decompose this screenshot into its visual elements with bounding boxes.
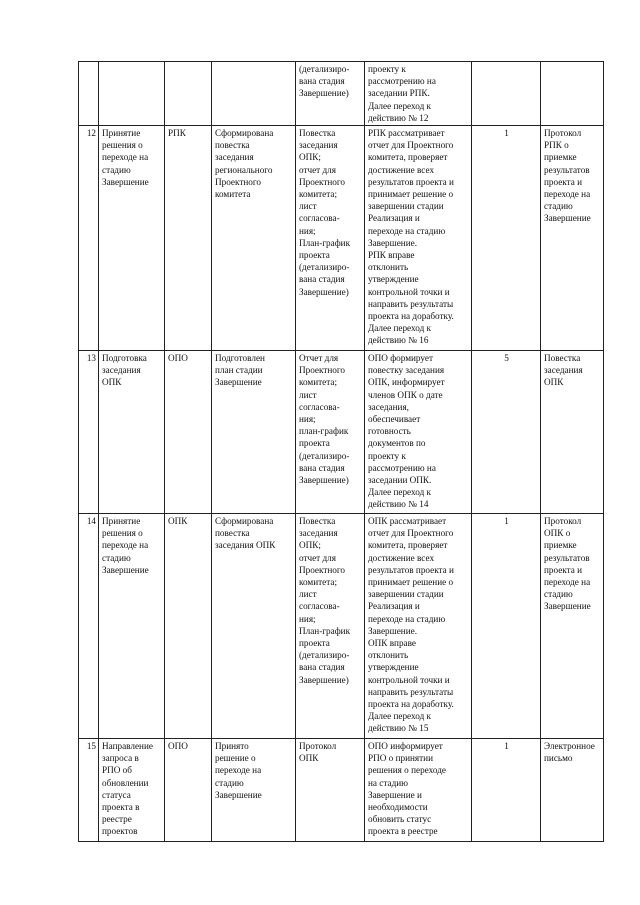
action-cell: Направление запроса в РПО об обновлении статуса проекта в реестре проектов — [99, 739, 165, 842]
step-number-cell: 14 — [79, 514, 99, 739]
action-cell: Принятие решения о переходе на стадию Завершение — [99, 514, 165, 739]
result-cell: Электронное письмо — [541, 739, 604, 842]
table-row — [79, 739, 604, 842]
table-row — [79, 351, 604, 514]
count-cell: 1 — [472, 739, 541, 842]
input-cell — [212, 62, 296, 126]
role-cell: ОПО — [165, 351, 212, 514]
description-cell: ОПО формирует повестку заседания ОПК, информирует членов ОПК о дате заседания, обеспечивает готовность документов по проекту к рассмотрению на заседании ОПК. Далее переход к действию № 14 — [365, 351, 472, 514]
count-cell — [472, 62, 541, 126]
documents-cell: Повестка заседания ОПК; отчет для Проектного комитета; лист согласова- ния; План-график проекта (детализиро- вана стадия Завершение) — [296, 126, 365, 351]
role-cell: ОПО — [165, 739, 212, 842]
role-cell: ОПК — [165, 514, 212, 739]
table-row — [79, 62, 604, 126]
result-cell: Протокол ОПК о приемке результатов проекта и переходе на стадию Завершение — [541, 514, 604, 739]
count-cell: 5 — [472, 351, 541, 514]
action-cell — [99, 62, 165, 126]
result-cell: Повестка заседания ОПК — [541, 351, 604, 514]
count-cell: 1 — [472, 126, 541, 351]
description-cell: ОПК рассматривает отчет для Проектного комитета, проверяет достижение всех результатов проекта и принимает решение о завершении стадии Реализация и переходе на стадию Завершение. ОПК вправе отклонить утверждение контрольной точки и направить результаты проекта на доработку. Далее переход к действию № 15 — [365, 514, 472, 739]
table-row — [79, 126, 604, 351]
input-cell: Принято решение о переходе на стадию Завершение — [212, 739, 296, 842]
documents-cell: (детализиро- вана стадия Завершение) — [296, 62, 365, 126]
step-number-cell — [79, 62, 99, 126]
result-cell: Протокол РПК о приемке результатов проекта и переходе на стадию Завершение — [541, 126, 604, 351]
result-cell — [541, 62, 604, 126]
process-table — [78, 61, 604, 842]
input-cell: Сформирована повестка заседания регионального Проектного комитета — [212, 126, 296, 351]
role-cell — [165, 62, 212, 126]
documents-cell: Повестка заседания ОПК; отчет для Проектного комитета; лист согласова- ния; План-график проекта (детализиро- вана стадия Завершение) — [296, 514, 365, 739]
step-number-cell: 13 — [79, 351, 99, 514]
description-cell: ОПО информирует РПО о принятии решения о переходе на стадию Завершение и необходимости обновить статус проекта в реестре — [365, 739, 472, 842]
role-cell: РПК — [165, 126, 212, 351]
step-number-cell: 12 — [79, 126, 99, 351]
description-cell: РПК рассматривает отчет для Проектного комитета, проверяет достижение всех результатов проекта и принимает решение о завершении стадии Реализация и переходе на стадию Завершение. РПК вправе отклонить утверждение контрольной точки и направить результаты проекта на доработку. Далее переход к действию № 16 — [365, 126, 472, 351]
step-number-cell: 15 — [79, 739, 99, 842]
description-cell: проекту к рассмотрению на заседании РПК. Далее переход к действию № 12 — [365, 62, 472, 126]
action-cell: Подготовка заседания ОПК — [99, 351, 165, 514]
input-cell: Подготовлен план стадии Завершение — [212, 351, 296, 514]
table-row — [79, 514, 604, 739]
documents-cell: Отчет для Проектного комитета; лист согласова- ния; план-график проекта (детализиро- вана стадия Завершение) — [296, 351, 365, 514]
input-cell: Сформирована повестка заседания ОПК — [212, 514, 296, 739]
action-cell: Принятие решения о переходе на стадию Завершение — [99, 126, 165, 351]
count-cell: 1 — [472, 514, 541, 739]
documents-cell: Протокол ОПК — [296, 739, 365, 842]
